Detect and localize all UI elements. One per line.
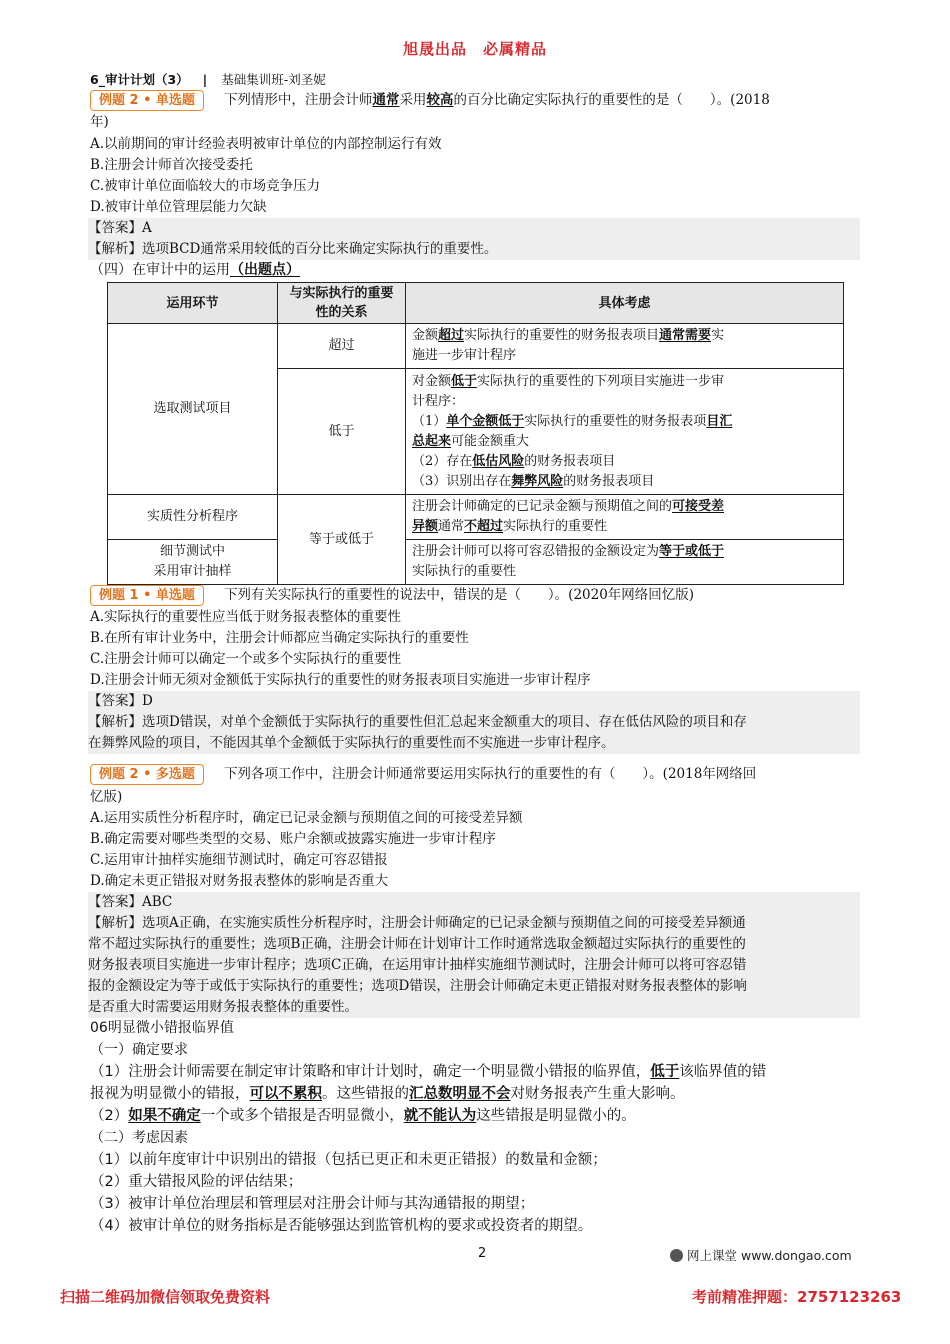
header-stage: 运用环节 <box>108 283 278 324</box>
example2-option-d: D.注册会计师无须对金额低于实际执行的重要性的财务报表项目实施进一步审计程序 <box>90 672 591 688</box>
application-table <box>107 282 844 585</box>
cell-detail-test: 细节测试中 采用审计抽样 <box>108 540 278 585</box>
example2-badge: 例题 1 • 单选题 <box>90 585 204 606</box>
example1-option-b: B.注册会计师首次接受委托 <box>90 157 253 173</box>
cell-detail-text: 注册会计师可以将可容忍错报的金额设定为等于或低于 实际执行的重要性 <box>406 540 844 585</box>
example3-question: 例题 2 • 多选题 下列各项工作中，注册会计师通常要运用实际执行的重要性的有（ ）。(2018年网络回 <box>90 764 756 785</box>
example1-badge: 例题 2 • 单选题 <box>90 90 204 111</box>
example1-option-c: C.被审计单位面临较大的市场竞争压力 <box>90 178 321 194</box>
header-relation: 与实际执行的重要性的关系 <box>278 283 406 324</box>
cell-select-items: 选取测试项目 <box>108 324 278 495</box>
section06-para1-line2: 报视为明显微小的错报，可以不累积。这些错报的汇总数明显不会对财务报表产生重大影响。 <box>90 1086 685 1102</box>
example2-answer: 【答案】D <box>88 691 860 712</box>
cell-low-text: 对金额低于实际执行的重要性的下列项目实施进一步审 计程序： （1）单个金额低于实际执行的重要性的财务报表项目汇 总起来可能金额重大 （2）存在低估风险的财务报表项目 （3）识别出存在舞弊风险的财务报表项目 <box>406 369 844 495</box>
example3-question-cont: 忆版) <box>90 789 123 805</box>
logo-icon <box>670 1249 683 1262</box>
cell-analytic: 实质性分析程序 <box>108 495 278 540</box>
section06-para2: （2）如果不确定一个或多个错报是否明显微小，就不能认为这些错报是明显微小的。 <box>90 1108 636 1124</box>
header-course: 基础集训班-刘圣妮 <box>221 72 326 87</box>
header-consideration: 具体考虑 <box>406 283 844 324</box>
example3-badge: 例题 2 • 多选题 <box>90 764 204 785</box>
section4-title: （四）在审计中的运用（出题点） <box>90 262 300 278</box>
example2-option-b: B.在所有审计业务中，注册会计师都应当确定实际执行的重要性 <box>90 630 469 646</box>
cell-over-text: 金额超过实际执行的重要性的财务报表项目通常需要实 施进一步审计程序 <box>406 324 844 369</box>
example1-option-d: D.被审计单位管理层能力欠缺 <box>90 199 267 215</box>
example2-option-c: C.注册会计师可以确定一个或多个实际执行的重要性 <box>90 651 402 667</box>
doc-header <box>90 70 326 88</box>
example2-question: 例题 1 • 单选题 下列有关实际执行的重要性的说法中，错误的是（ ）。(2020年网络回忆版) <box>90 585 694 606</box>
table-row <box>108 540 844 585</box>
example2-analysis-1: 【解析】选项D错误，对单个金额低于实际执行的重要性但汇总起来金额重大的项目、存在低估风险的项目和存 <box>88 712 860 733</box>
section06-sub1: （一）确定要求 <box>90 1042 188 1058</box>
section06-para1-line1: （1）注册会计师需要在制定审计策略和审计计划时，确定一个明显微小错报的临界值，低于该临界值的错 <box>90 1064 767 1080</box>
header-separator: | <box>202 72 208 87</box>
example3-analysis-3: 财务报表项目实施进一步审计程序；选项C正确，在运用审计抽样实施细节测试时，注册会计师可以将可容忍错 <box>88 955 860 976</box>
top-banner: 旭晟出品 必属精品 <box>402 40 547 58</box>
section06-sub2: （二）考虑因素 <box>90 1130 188 1146</box>
example3-analysis-5: 是否重大时需要运用财务报表整体的重要性。 <box>88 997 860 1018</box>
cell-low: 低于 <box>278 369 406 495</box>
example2-option-a: A.实际执行的重要性应当低于财务报表整体的重要性 <box>90 609 402 625</box>
example3-option-a: A.运用实质性分析程序时，确定已记录金额与预期值之间的可接受差异额 <box>90 810 523 826</box>
example3-option-b: B.确定需要对哪些类型的交易、账户余额或披露实施进一步审计程序 <box>90 831 496 847</box>
example1-answer: 【答案】A <box>88 218 860 239</box>
factor-2: （2）重大错报风险的评估结果； <box>90 1174 303 1190</box>
example1-question: 例题 2 • 单选题 下列情形中，注册会计师通常采用较高的百分比确定实际执行的重要性的是（ ）。(2018 <box>90 90 770 111</box>
example2-analysis-2: 在舞弊风险的项目，不能因其单个金额低于实际执行的重要性而不实施进一步审计程序。 <box>88 733 860 754</box>
section06-title: 06明显微小错报临界值 <box>90 1020 234 1036</box>
example1-analysis: 【解析】选项BCD通常采用较低的百分比来确定实际执行的重要性。 <box>88 239 860 260</box>
example3-answer: 【答案】ABC <box>88 892 860 913</box>
table-row <box>108 324 844 369</box>
example3-analysis-4: 报的金额设定为等于或低于实际执行的重要性；选项D错误，注册会计师确定未更正错报对财务报表整体的影响 <box>88 976 860 997</box>
example3-option-c: C.运用审计抽样实施细节测试时，确定可容忍错报 <box>90 852 388 868</box>
example1-option-a: A.以前期间的审计经验表明被审计单位的内部控制运行有效 <box>90 136 442 152</box>
table-row <box>108 495 844 540</box>
example3-option-d: D.确定未更正错报对财务报表整体的影响是否重大 <box>90 873 389 889</box>
cell-analytic-text: 注册会计师确定的已记录金额与预期值之间的可接受差 异额通常不超过实际执行的重要性 <box>406 495 844 540</box>
factor-4: （4）被审计单位的财务指标是否能够强达到监管机构的要求或投资者的期望。 <box>90 1218 593 1234</box>
factor-3: （3）被审计单位治理层和管理层对注册会计师与其沟通错报的期望； <box>90 1196 535 1212</box>
footer-right-promo: 考前精准押题：2757123263 <box>692 1288 902 1306</box>
example1-question-cont: 年) <box>90 114 109 130</box>
header-title: 6_审计计划（3） <box>90 72 189 87</box>
table-header-row <box>108 283 844 324</box>
example3-analysis-1: 【解析】选项A正确，在实施实质性分析程序时，注册会计师确定的已记录金额与预期值之间的可接受差异额通 <box>88 913 860 934</box>
site-logo: 网上课堂 www.dongao.com <box>670 1246 852 1264</box>
footer-left-promo: 扫描二维码加微信领取免费资料 <box>60 1288 271 1306</box>
factor-1: （1）以前年度审计中识别出的错报（包括已更正和未更正错报）的数量和金额； <box>90 1152 607 1168</box>
page-number: 2 <box>478 1246 487 1261</box>
cell-over: 超过 <box>278 324 406 369</box>
example3-analysis-2: 常不超过实际执行的重要性；选项B正确，注册会计师在计划审计工作时通常选取金额超过实际执行的重要性的 <box>88 934 860 955</box>
cell-equal-or-low: 等于或低于 <box>278 495 406 585</box>
